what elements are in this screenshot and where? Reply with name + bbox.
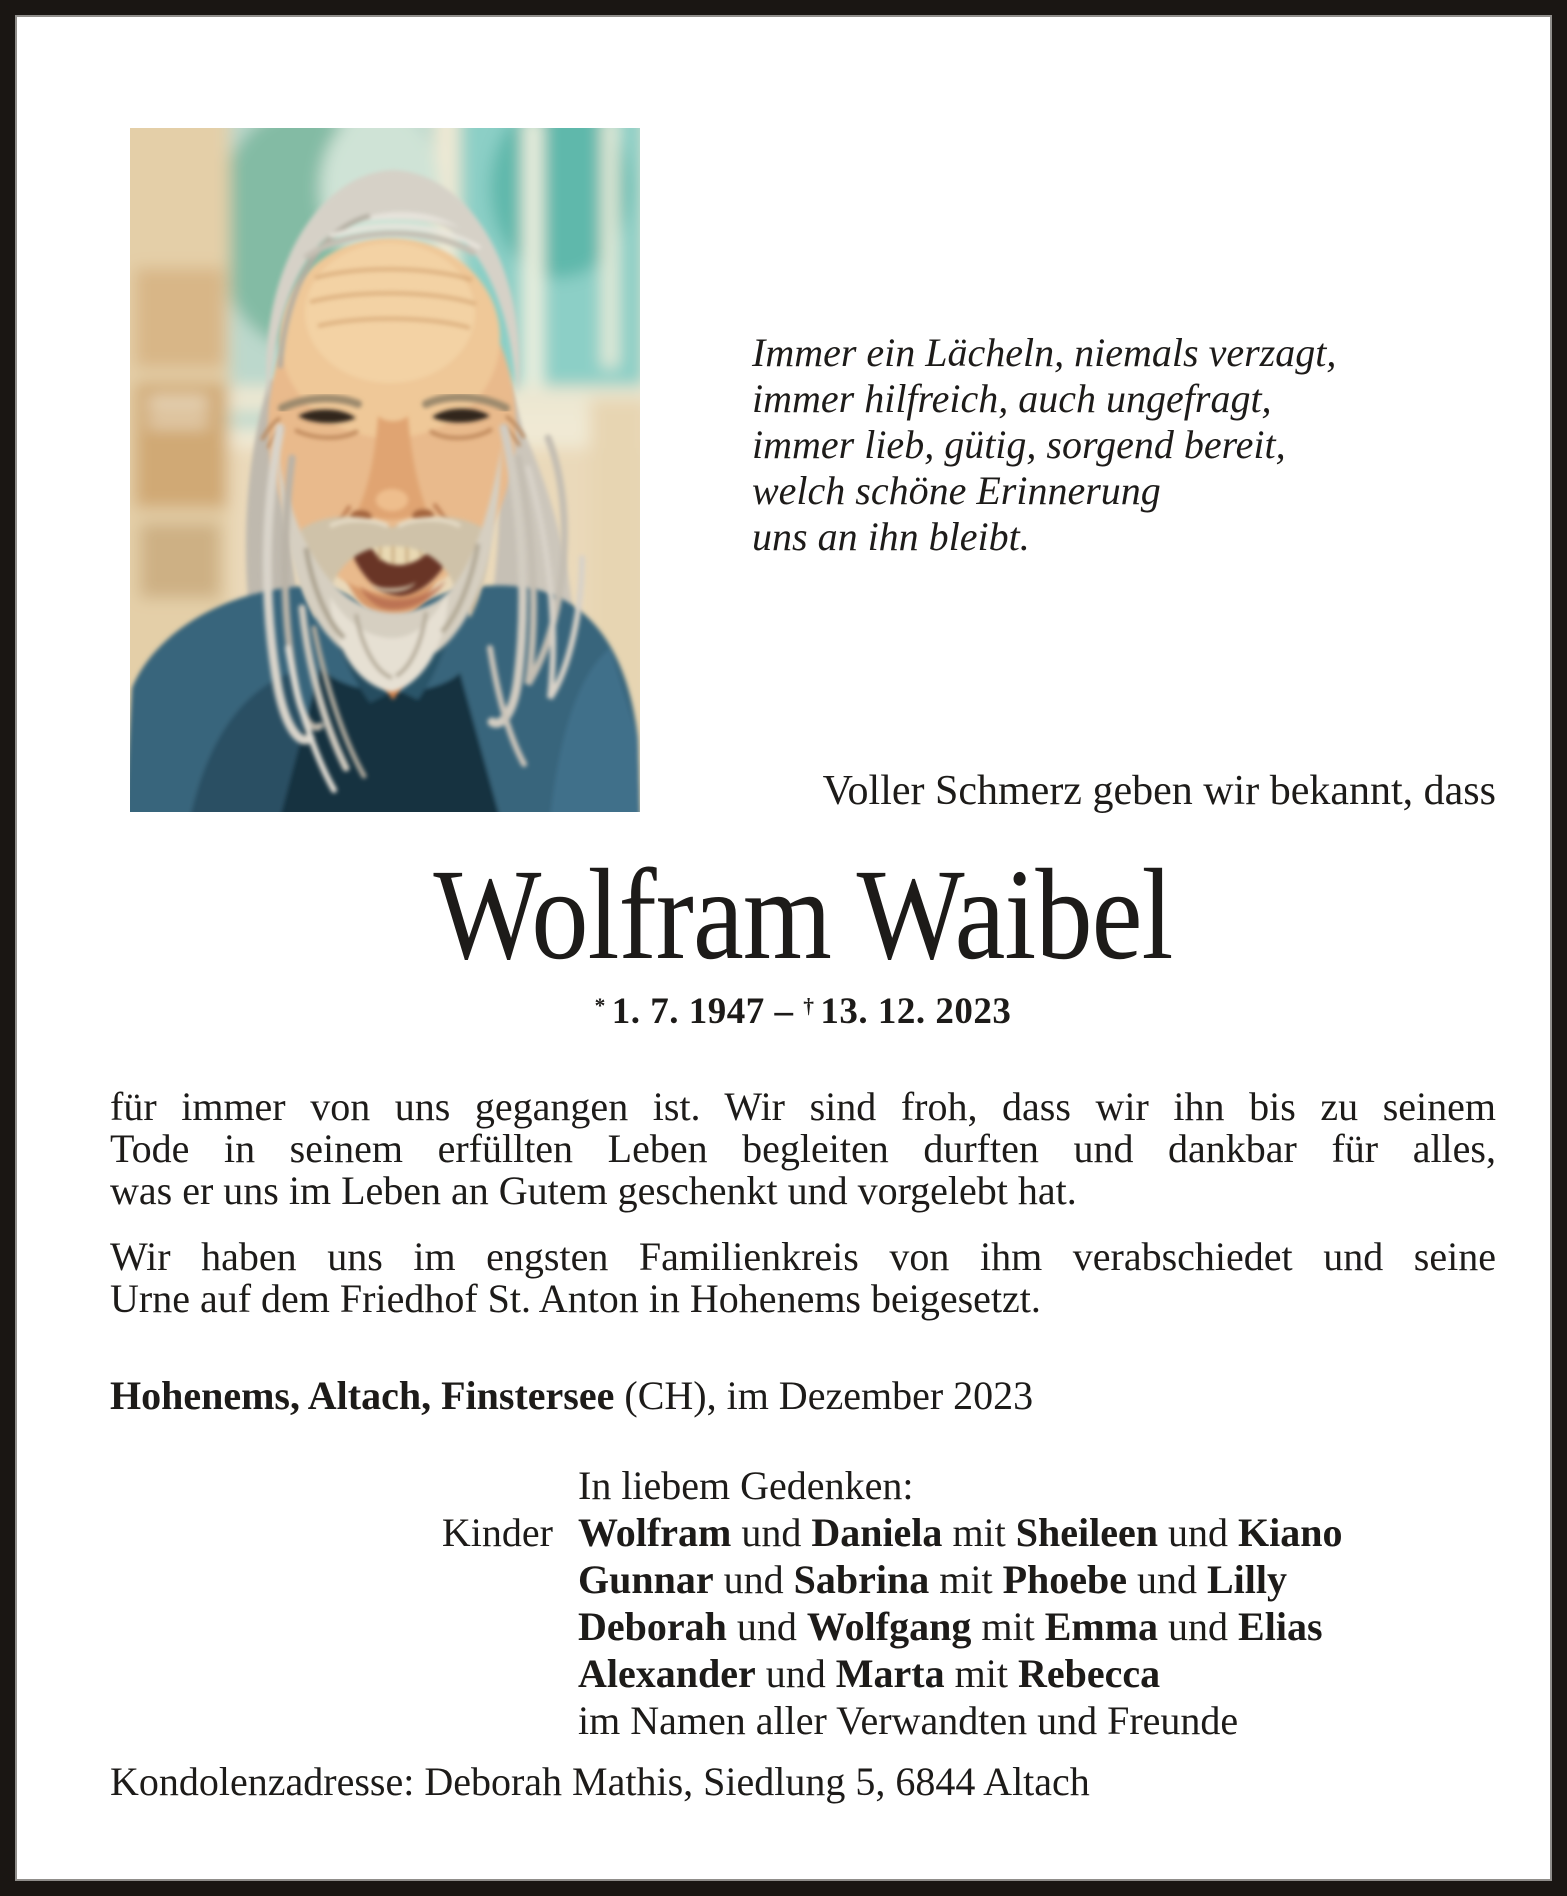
- relationship-label: Kinder: [441, 1510, 553, 1555]
- paragraph-line: was er uns im Leben an Gutem geschenkt und vorgelebt hat.: [110, 1168, 1077, 1213]
- announcement-paragraph: [110, 1086, 1496, 1212]
- place-date-line: Hohenems, Altach, Finstersee (CH), im Dezember 2023: [110, 1373, 1034, 1418]
- remembrance-closing: im Namen aller Verwandten und Freunde: [578, 1698, 1239, 1743]
- life-dates: * 1. 7. 1947 – † 13. 12. 2023: [594, 991, 1012, 1032]
- deceased-name-text: Wolfram Waibel: [433, 843, 1173, 987]
- family-names-line: Deborah und Wolfgang mit Emma und Elias: [578, 1604, 1323, 1649]
- announcement-intro: Voller Schmerz geben wir bekannt, dass: [822, 768, 1496, 814]
- poem-line: Immer ein Lächeln, niemals verzagt,: [752, 330, 1337, 375]
- poem-line: immer lieb, gütig, sorgend bereit,: [752, 422, 1286, 467]
- paragraph-line: für immer von uns gegangen ist. Wir sind froh, dass wir ihn bis zu seinem: [110, 1084, 1496, 1129]
- portrait-photo: [130, 128, 640, 812]
- family-names-line: Alexander und Marta mit Rebecca: [578, 1651, 1161, 1696]
- portrait-photo-illustration: [130, 128, 640, 812]
- paragraph-line: Tode in seinem erfüllten Leben begleiten durften und dankbar für alles,: [110, 1126, 1496, 1171]
- family-names-line: Gunnar und Sabrina mit Phoebe und Lilly: [578, 1557, 1288, 1602]
- poem-line: immer hilfreich, auch ungefragt,: [752, 376, 1272, 421]
- family-names-line: Wolfram und Daniela mit Sheileen und Kiano: [578, 1510, 1343, 1555]
- paragraph-line: Urne auf dem Friedhof St. Anton in Hohenems beigesetzt.: [110, 1276, 1041, 1321]
- deceased-name: [110, 843, 1496, 987]
- paragraph-line: Wir haben uns im engsten Familienkreis von ihm verabschiedet und seine: [110, 1234, 1496, 1279]
- poem-line: welch schöne Erinnerung: [752, 468, 1161, 513]
- remembrance-block: [578, 1462, 1496, 1744]
- memorial-poem: [752, 330, 1336, 560]
- remembrance-heading: In liebem Gedenken:: [578, 1463, 914, 1508]
- poem-line: uns an ihn bleibt.: [752, 514, 1030, 559]
- condolence-address: Kondolenzadresse: Deborah Mathis, Siedlung 5, 6844 Altach: [110, 1759, 1090, 1804]
- farewell-paragraph: [110, 1236, 1496, 1320]
